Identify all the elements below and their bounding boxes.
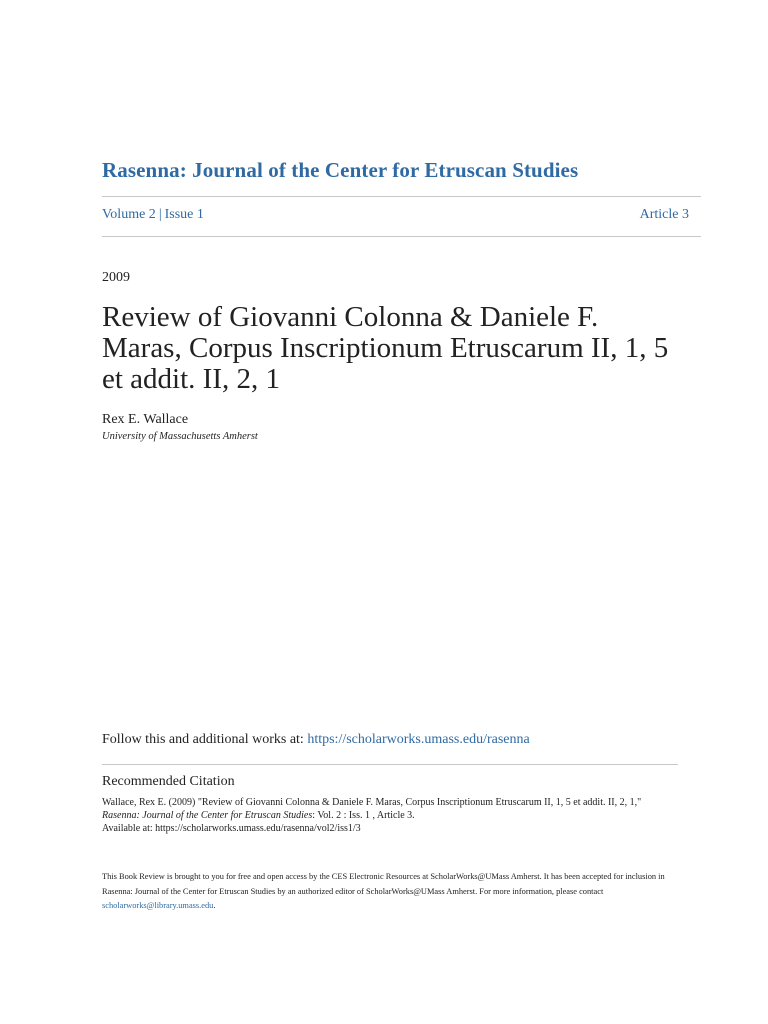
citation-line-2 [102, 809, 702, 822]
volume-link[interactable]: Volume 2 [102, 207, 156, 222]
follow-line [102, 732, 530, 748]
citation-volume-info: : Vol. 2 : Iss. 1 , Article 3. [312, 810, 415, 821]
journal-title[interactable]: Rasenna: Journal of the Center for Etruscan Studies [102, 158, 579, 182]
article-title: Review of Giovanni Colonna & Daniele F. Maras, Corpus Inscriptionum Etruscarum II, 1, 5 et addit. II, 2, 1 [102, 301, 669, 395]
follow-text: Follow this and additional works at: [102, 732, 308, 747]
repository-link[interactable]: https://scholarworks.umass.edu/rasenna [307, 732, 530, 747]
citation-line-3: Available at: https://scholarworks.umass.edu/rasenna/vol2/iss1/3 [102, 823, 361, 834]
notice-text: This Book Review is brought to you for free and open access by the CES Electronic Resources at ScholarWorks@UMass Amherst. It has been accepted for inclusion in Rasenna: Journal of the Center for Etruscan Studies by an authorized editor of ScholarWorks@UMass Amherst. For more information, please contact [102, 872, 665, 896]
recommended-citation-heading: Recommended Citation [102, 774, 235, 789]
volume-issue-line [102, 207, 204, 223]
publication-year: 2009 [102, 270, 130, 285]
citation-line-1: Wallace, Rex E. (2009) "Review of Giovanni Colonna & Daniele F. Maras, Corpus Inscriptionum Etruscarum II, 1, 5 et addit. II, 2, 1," [102, 797, 642, 808]
citation-divider [102, 764, 678, 765]
article-number-link[interactable]: Article 3 [639, 207, 689, 222]
open-access-notice [102, 870, 682, 914]
citation-journal-name: Rasenna: Journal of the Center for Etruscan Studies [102, 810, 313, 821]
contact-email-link[interactable]: scholarworks@library.umass.edu [102, 901, 214, 910]
header-divider-bottom [102, 236, 701, 237]
author-name: Rex E. Wallace [102, 412, 189, 427]
issue-link[interactable]: Issue 1 [164, 207, 204, 222]
author-affiliation: University of Massachusetts Amherst [102, 431, 258, 442]
citation-block [102, 796, 702, 835]
header-divider-top [102, 196, 701, 197]
notice-end: . [213, 901, 216, 910]
volume-issue-separator: | [158, 207, 162, 222]
